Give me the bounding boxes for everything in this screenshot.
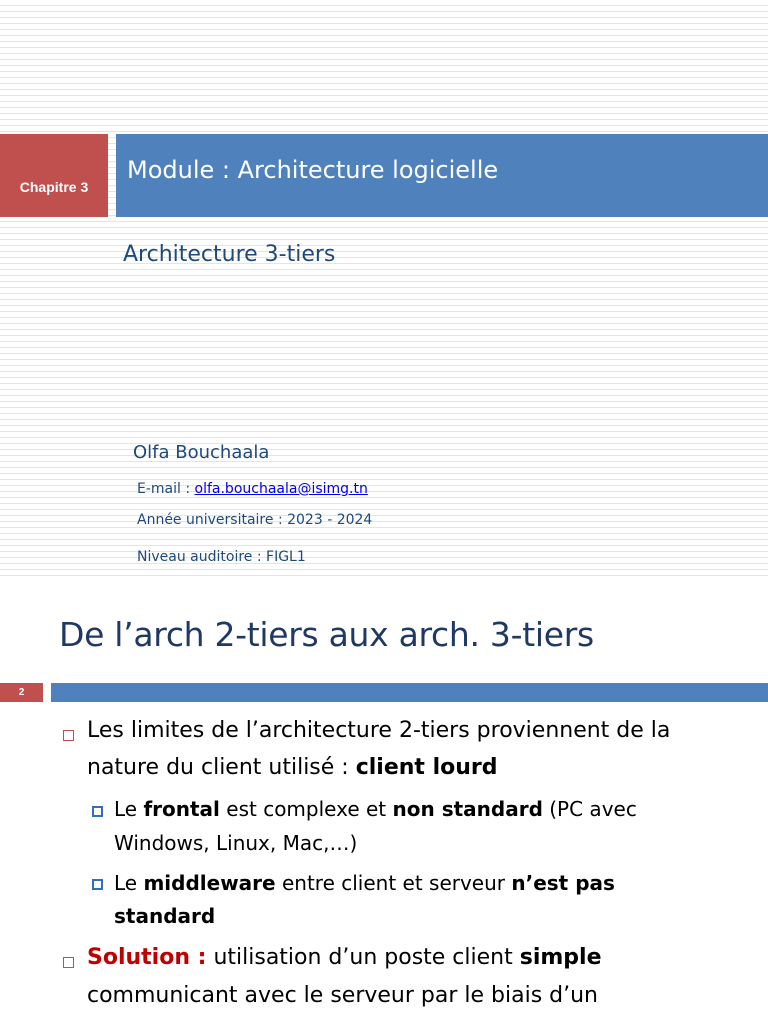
bullet-2-text: utilisation d’un poste client	[206, 945, 520, 970]
module-header-bar	[116, 134, 768, 217]
bullet-1-line-2	[87, 755, 498, 780]
slide-title: De l’arch 2-tiers aux arch. 3-tiers	[59, 615, 594, 654]
sub-bullet-2-line-2	[114, 904, 215, 928]
square-bullet-icon	[63, 730, 74, 741]
sub-bullet-2-line-1	[114, 871, 615, 895]
sub-2-part-1: Le	[114, 871, 144, 895]
sub-1-bold-1: frontal	[143, 797, 220, 821]
slide-number	[0, 683, 43, 702]
slide-number-bar	[51, 683, 768, 702]
email-link[interactable]: olfa.bouchaala@isimg.tn	[194, 481, 368, 497]
sub-2-bold-1: middleware	[143, 871, 276, 895]
sub-1-part-3: (PC avec	[542, 797, 637, 821]
bullet-1-line-1: Les limites de l’architecture 2-tiers proviennent de la	[87, 718, 671, 743]
bullet-2-bold: simple	[519, 945, 602, 970]
sub-bullet-1-line-2: Windows, Linux, Mac,…)	[114, 831, 358, 855]
square-sub-bullet-icon	[92, 879, 103, 890]
slide-number-label: 2	[18, 687, 25, 698]
sub-1-part-2: est complexe et	[219, 797, 393, 821]
slide-subtitle: Architecture 3-tiers	[123, 242, 336, 267]
chapter-badge	[0, 134, 108, 217]
sub-2-bold-3: standard	[114, 904, 216, 928]
square-sub-bullet-icon	[92, 806, 103, 817]
chapter-label: Chapitre 3	[19, 178, 89, 195]
bullet-1-bold: client lourd	[355, 755, 498, 780]
author-name: Olfa Bouchaala	[133, 442, 270, 463]
sub-bullet-1-line-1	[114, 797, 637, 821]
academic-year: Année universitaire : 2023 - 2024	[137, 512, 373, 528]
email-line	[137, 481, 368, 497]
audience-level: Niveau auditoire : FIGL1	[137, 549, 306, 565]
module-title: Module : Architecture logicielle	[127, 156, 499, 184]
content-slide	[0, 577, 768, 1024]
square-bullet-icon	[63, 957, 74, 968]
solution-label: Solution :	[87, 945, 207, 970]
sub-1-bold-2: non standard	[392, 797, 543, 821]
sub-2-bold-2: n’est pas	[511, 871, 615, 895]
bullet-1-text: nature du client utilisé :	[87, 755, 356, 780]
bullet-2-line-1	[87, 945, 602, 970]
bullet-2-line-2: communicant avec le serveur par le biais d’un	[87, 983, 598, 1008]
sub-1-part-1: Le	[114, 797, 144, 821]
email-label: E-mail :	[137, 481, 195, 497]
sub-2-part-2: entre client et serveur	[275, 871, 512, 895]
